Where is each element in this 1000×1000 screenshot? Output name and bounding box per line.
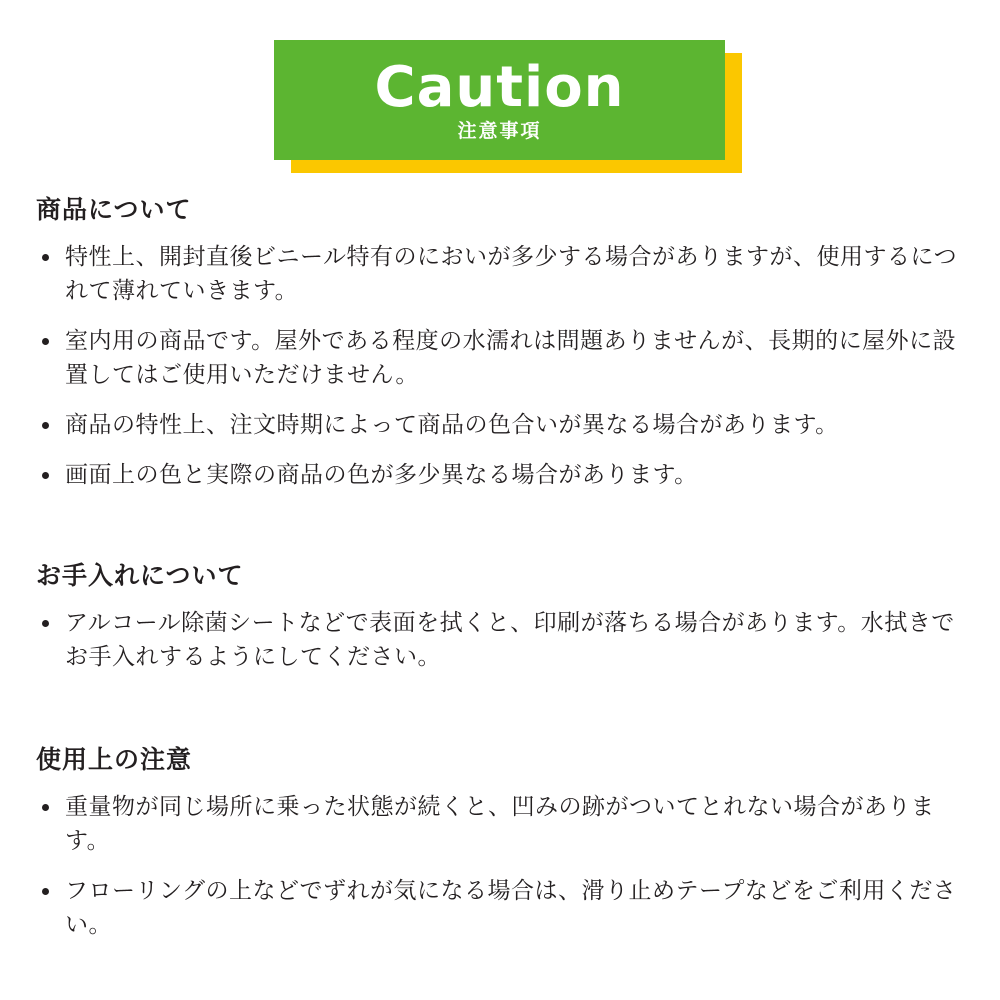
section-product [36, 190, 966, 492]
caution-banner [0, 0, 1000, 190]
banner-block [274, 40, 725, 160]
bullet-dot-icon [42, 472, 49, 479]
bullet-dot-icon [42, 888, 49, 895]
list-item [36, 606, 966, 674]
list-item-text: 重量物が同じ場所に乗った状態が続くと、凹みの跡がついてとれない場合があります。 [65, 794, 935, 855]
section-care [36, 556, 966, 674]
list-item [36, 324, 966, 392]
list-item-text: 室内用の商品です。屋外である程度の水濡れは問題ありませんが、長期的に屋外に設置してはご使用いただけません。 [65, 328, 957, 389]
bullet-dot-icon [42, 338, 49, 345]
list-item-text: 商品の特性上、注文時期によって商品の色合いが異なる場合があります。 [65, 412, 839, 439]
caution-content [0, 190, 1000, 942]
list-item [36, 790, 966, 858]
section-heading-usage: 使用上の注意 [36, 745, 193, 775]
bullet-dot-icon [42, 422, 49, 429]
list-item [36, 458, 966, 492]
list-item-text: 特性上、開封直後ビニール特有のにおいが多少する場合がありますが、使用するにつれて薄れていきます。 [65, 244, 958, 305]
bullet-dot-icon [42, 804, 49, 811]
section-heading-product: 商品について [36, 195, 192, 224]
bullet-list-product [36, 240, 966, 492]
list-item [36, 408, 966, 442]
list-item-text: アルコール除菌シートなどで表面を拭くと、印刷が落ちる場合があります。水拭きでお手入れするようにしてください。 [65, 610, 955, 671]
bullet-dot-icon [42, 620, 49, 627]
bullet-dot-icon [42, 254, 49, 261]
banner-subtitle: 注意事項 [457, 119, 542, 142]
list-item [36, 874, 966, 942]
list-item-text: 画面上の色と実際の商品の色が多少異なる場合があります。 [65, 462, 698, 489]
list-item [36, 240, 966, 308]
list-item-text: フローリングの上などでずれが気になる場合は、滑り止めテープなどをご利用ください。 [65, 878, 957, 939]
section-usage [36, 740, 966, 942]
bullet-list-care [36, 606, 966, 674]
banner-title: Caution [374, 54, 625, 120]
bullet-list-usage [36, 790, 966, 942]
section-heading-care: お手入れについて [36, 561, 244, 591]
